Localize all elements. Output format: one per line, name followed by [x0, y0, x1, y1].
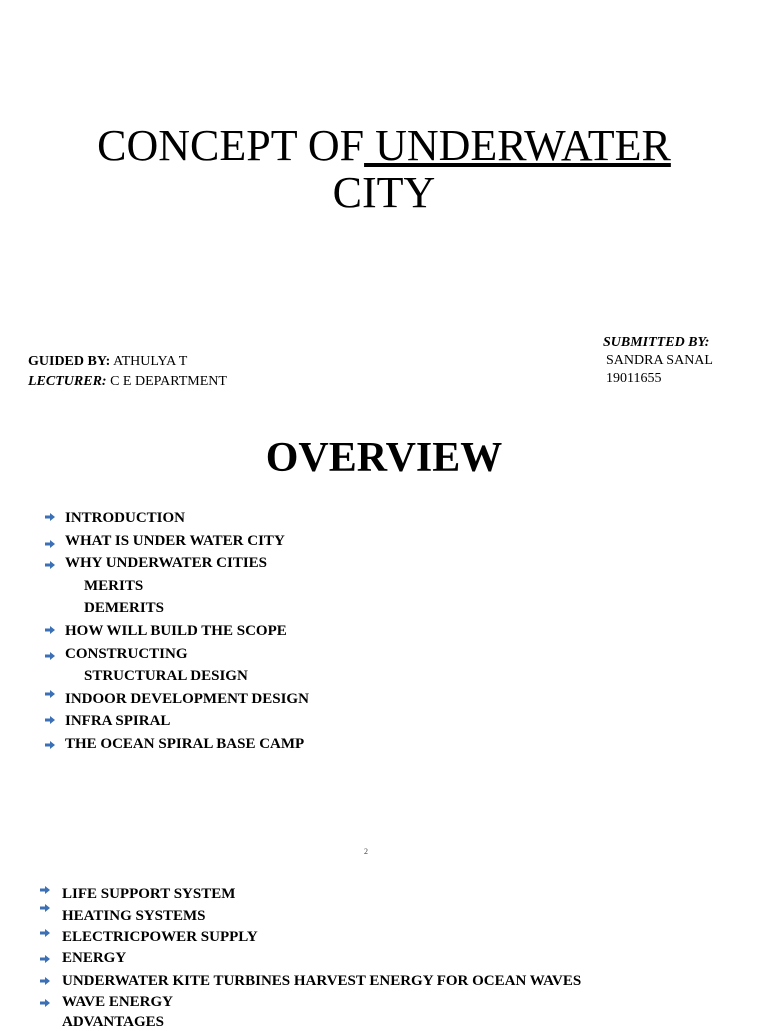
arrow-bullet-icon [40, 904, 50, 912]
arrow-bullet-icon [45, 561, 55, 569]
lecturer-value: C E DEPARTMENT [106, 374, 227, 389]
arrow-bullet-icon [40, 886, 50, 894]
list-item: ENERGY [62, 950, 127, 966]
title-part-1: CONCEPT OF [97, 121, 365, 170]
list-item: HOW WILL BUILD THE SCOPE [65, 623, 287, 639]
list-item: WAVE ENERGY [62, 994, 173, 1010]
list-item: ADVANTAGES [62, 1014, 164, 1030]
arrow-bullet-icon [40, 977, 50, 985]
list-item: INFRA SPIRAL [65, 713, 171, 729]
arrow-bullet-icon [40, 999, 50, 1007]
list-item: INTRODUCTION [65, 510, 186, 526]
submitter-id: 19011655 [606, 371, 662, 386]
overview-heading: OVERVIEW [265, 435, 503, 481]
list-item: ELECTRICPOWER SUPPLY [62, 929, 258, 945]
list-item: INDOOR DEVELOPMENT DESIGN [65, 691, 309, 707]
arrow-bullet-icon [45, 690, 55, 698]
list-item: WHAT IS UNDER WATER CITY [65, 533, 285, 549]
arrow-bullet-icon [45, 540, 55, 548]
arrow-bullet-icon [40, 955, 50, 963]
list-item: THE OCEAN SPIRAL BASE CAMP [65, 736, 305, 752]
slide-title [0, 122, 768, 216]
list-item: LIFE SUPPORT SYSTEM [62, 886, 236, 902]
title-line-2: CITY [332, 168, 436, 217]
list-item: STRUCTURAL DESIGN [84, 668, 248, 684]
submitted-by-block [603, 334, 713, 388]
guided-by-value: ATHULYA T [110, 354, 188, 369]
arrow-bullet-icon [40, 929, 50, 937]
arrow-bullet-icon [45, 741, 55, 749]
arrow-bullet-icon [45, 626, 55, 634]
list-item: CONSTRUCTING [65, 646, 188, 662]
page-number: 2 [364, 847, 368, 856]
list-item: DEMERITS [84, 600, 165, 616]
list-item: UNDERWATER KITE TURBINES HARVEST ENERGY FOR OCEAN WAVES [62, 973, 582, 989]
title-part-2: UNDERWATER [364, 121, 671, 170]
guided-by-label: GUIDED BY: [28, 354, 111, 369]
list-item: MERITS [84, 578, 144, 594]
arrow-bullet-icon [45, 716, 55, 724]
submitter-name: SANDRA SANAL [606, 353, 713, 368]
arrow-bullet-icon [45, 513, 55, 521]
guided-by-block [28, 352, 227, 392]
lecturer-label: LECTURER: [28, 374, 107, 389]
list-item: HEATING SYSTEMS [62, 908, 206, 924]
submitted-by-label: SUBMITTED BY: [603, 335, 710, 350]
list-item: WHY UNDERWATER CITIES [65, 555, 268, 571]
arrow-bullet-icon [45, 652, 55, 660]
